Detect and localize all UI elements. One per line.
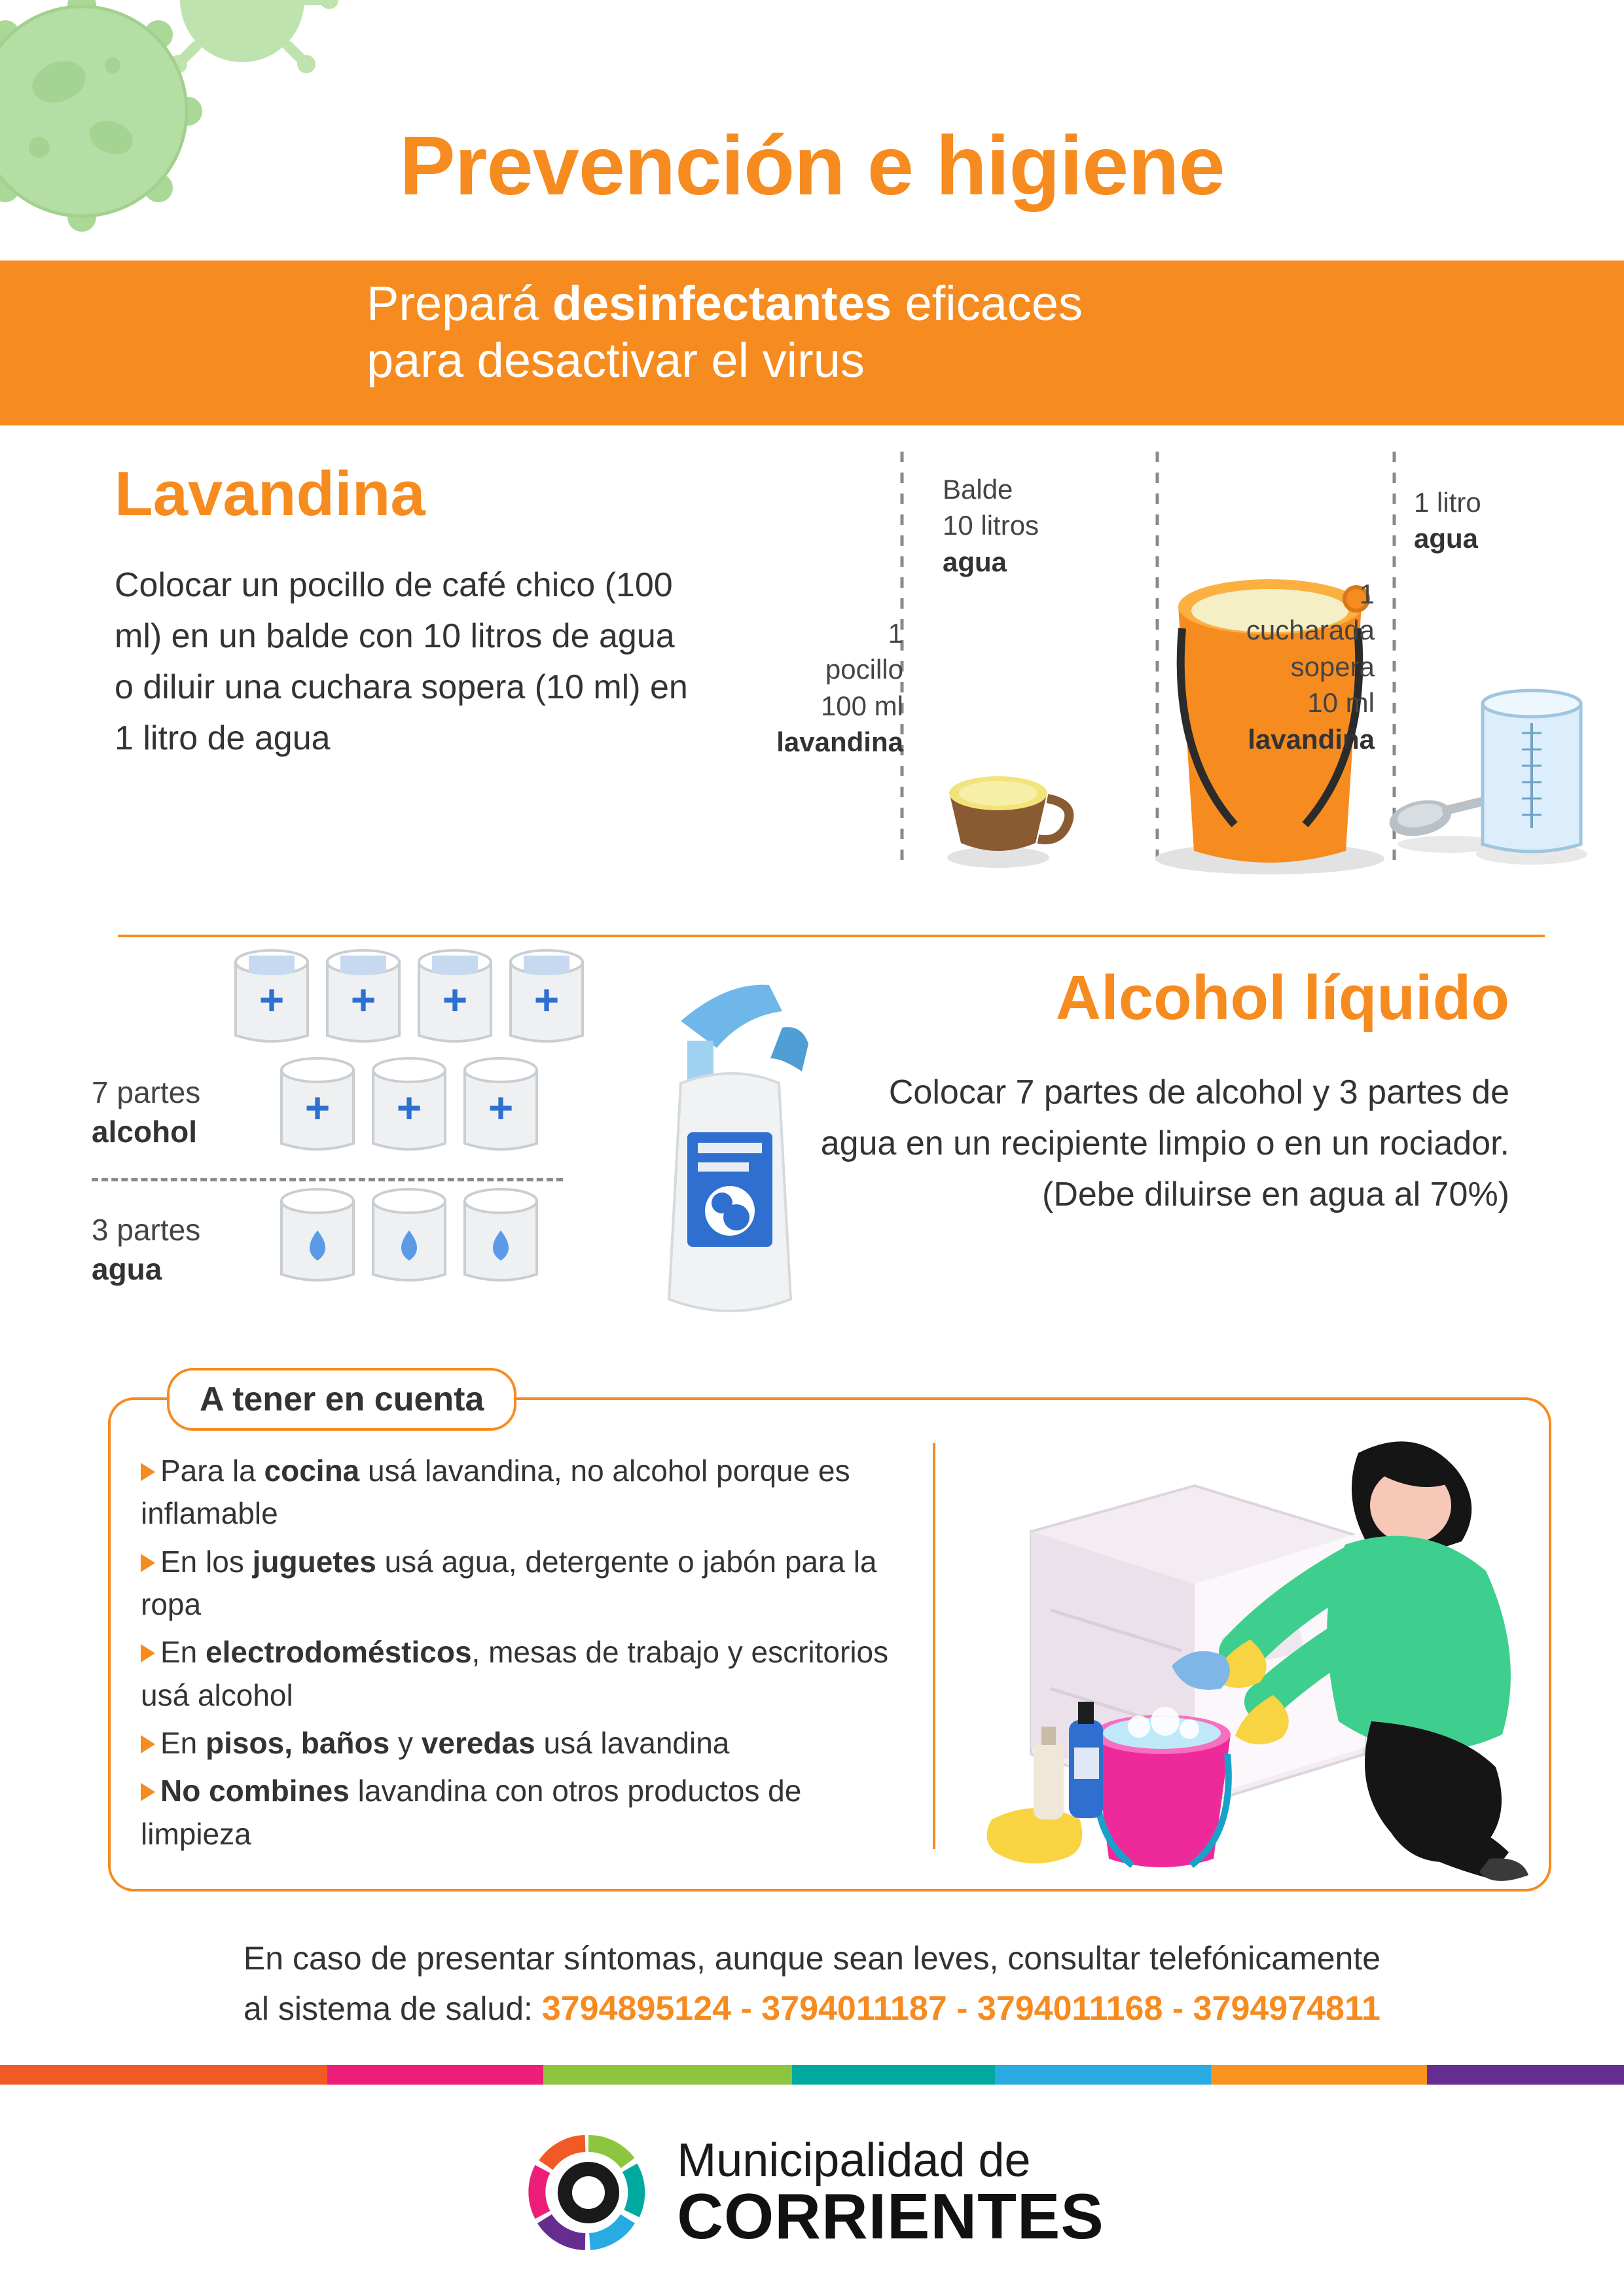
- color-bar-segment: [995, 2065, 1211, 2085]
- svg-text:+: +: [533, 975, 560, 1024]
- label-balde: Balde 10 litros agua: [943, 474, 1039, 577]
- subtitle-line2: para desactivar el virus: [367, 333, 865, 388]
- triangle-bullet-icon: [141, 1783, 155, 1801]
- section-title-lavandina: Lavandina: [115, 459, 425, 529]
- color-bar-segment: [0, 2065, 327, 2085]
- tips-list: [141, 1450, 920, 1861]
- triangle-bullet-icon: [141, 1463, 155, 1481]
- logo-line1: Municipalidad de: [677, 2134, 1031, 2187]
- triangle-bullet-icon: [141, 1554, 155, 1572]
- svg-text:+: +: [304, 1083, 331, 1132]
- color-bar-segment: [1211, 2065, 1427, 2085]
- list-item: No combines lavandina con otros productos de limpieza: [141, 1774, 802, 1851]
- section-title-alcohol: Alcohol líquido: [1055, 963, 1509, 1033]
- label-pocillo: 1 pocillo 100 ml lavandina: [776, 618, 903, 758]
- triangle-bullet-icon: [141, 1644, 155, 1662]
- logo-mark-icon: [520, 2127, 657, 2258]
- list-item: En los juguetes usá agua, detergente o jabón para la ropa: [141, 1544, 877, 1621]
- svg-text:+: +: [488, 1083, 514, 1132]
- section-body-lavandina: Colocar un pocillo de café chico (100 ml) en un balde con 10 litros de agua o diluir una cuchara sopera (10 ml) en 1 litro de agua: [115, 566, 688, 757]
- subtitle-line1: Prepará desinfectantes eficaces: [367, 276, 1083, 331]
- section-divider: [118, 935, 1545, 937]
- header-subtitle: [367, 275, 1479, 389]
- svg-text:+: +: [396, 1083, 422, 1132]
- label-3-partes-agua: 3 partes agua: [92, 1213, 201, 1286]
- cleaning-illustration: [952, 1414, 1542, 1885]
- emergency-phones: 3794895124 - 3794011187 - 3794011168 - 3794974811: [541, 1990, 1380, 2028]
- svg-text:+: +: [259, 975, 285, 1024]
- triangle-bullet-icon: [141, 1735, 155, 1753]
- footer-line1: En caso de presentar síntomas, aunque sean leves, consultar telefónicamente: [243, 1940, 1381, 1977]
- color-bar-segment: [792, 2065, 995, 2085]
- list-item: En pisos, baños y veredas usá lavandina: [141, 1722, 920, 1765]
- svg-text:+: +: [350, 975, 376, 1024]
- tips-vertical-divider: [933, 1443, 935, 1849]
- municipality-logo: [0, 2127, 1624, 2258]
- footer-note: [0, 1934, 1624, 2034]
- section-body-alcohol: Colocar 7 partes de alcohol y 3 partes de agua en un recipiente limpio o en un rociador. (Debe diluirse en agua al 70%): [820, 1073, 1509, 1213]
- color-bar-segment: [1427, 2065, 1624, 2085]
- color-bar: [0, 2065, 1624, 2085]
- list-item: Para la cocina usá lavandina, no alcohol porque es inflamable: [141, 1454, 850, 1531]
- page-title: Prevención e higiene: [399, 119, 1225, 213]
- label-cucharada: 1 cucharada sopera 10 ml lavandina: [1246, 579, 1375, 755]
- color-bar-segment: [327, 2065, 543, 2085]
- tips-badge: A tener en cuenta: [167, 1368, 516, 1431]
- color-bar-segment: [543, 2065, 792, 2085]
- footer-line2-label: al sistema de salud:: [244, 1990, 542, 2027]
- label-litro-agua: 1 litro agua: [1414, 487, 1481, 554]
- svg-text:+: +: [442, 975, 468, 1024]
- list-item: En electrodomésticos, mesas de trabajo y escritorios usá alcohol: [141, 1635, 889, 1712]
- alcohol-illustration: [229, 942, 871, 1348]
- logo-line2: CORRIENTES: [677, 2180, 1104, 2252]
- label-7-partes-alcohol: 7 partes alcohol: [92, 1075, 201, 1149]
